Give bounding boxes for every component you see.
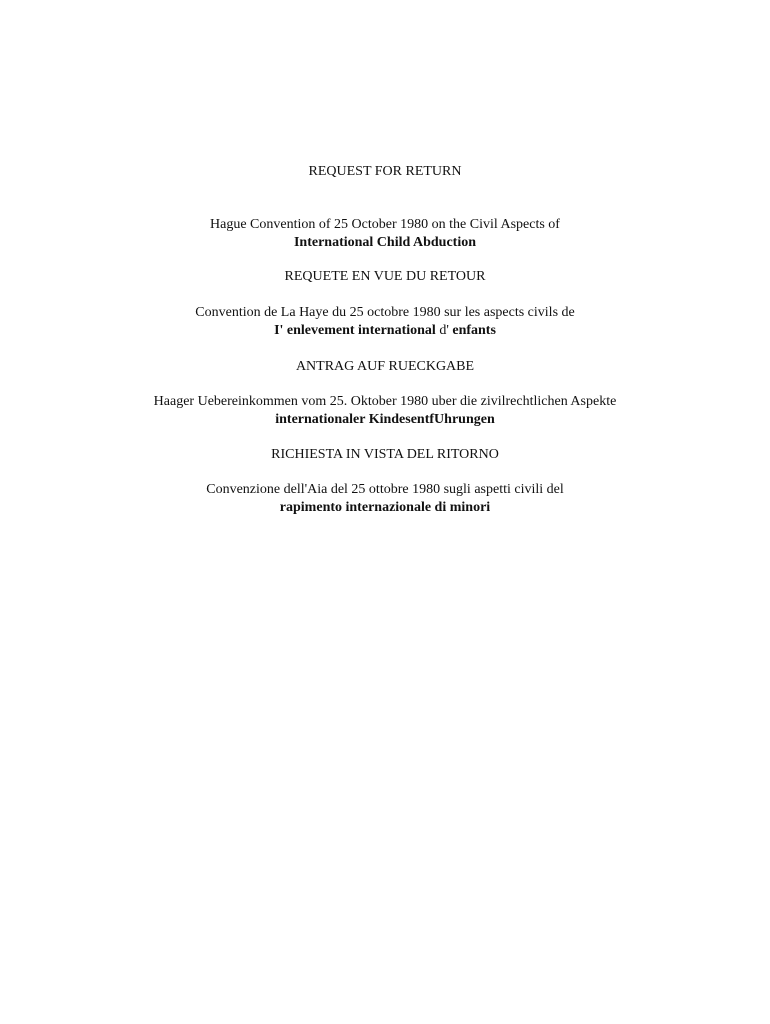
convention-line-italian: Convenzione dell'Aia del 25 ottobre 1980 sugli aspetti civili del	[206, 482, 564, 497]
heading-german: ANTRAG AUF RUECKGABE	[295, 359, 475, 374]
convention-subject-english: International Child Abduction	[293, 235, 477, 250]
convention-line-french: Convention de La Haye du 25 octobre 1980 sur les aspects civils de	[195, 305, 575, 320]
convention-line-english: Hague Convention of 25 October 1980 on the Civil Aspects of	[210, 217, 560, 232]
subject-french-part-3: enfants	[452, 323, 496, 338]
heading-english: REQUEST FOR RETURN	[308, 164, 462, 179]
heading-italian: RICHIESTA IN VISTA DEL RITORNO	[271, 447, 499, 462]
subject-french-part-2: d'	[435, 323, 453, 338]
convention-subject-german: internationaler KindesentfUhrungen	[275, 412, 495, 427]
convention-subject-italian: rapimento internazionale di minori	[279, 500, 491, 515]
convention-subject-french	[0, 322, 770, 340]
convention-line-german: Haager Uebereinkommen vom 25. Oktober 1980 uber die zivilrechtlichen Aspekte	[153, 394, 617, 409]
subject-french-part-1: I' enlevement international	[274, 323, 436, 338]
heading-french: REQUETE EN VUE DU RETOUR	[284, 269, 486, 284]
